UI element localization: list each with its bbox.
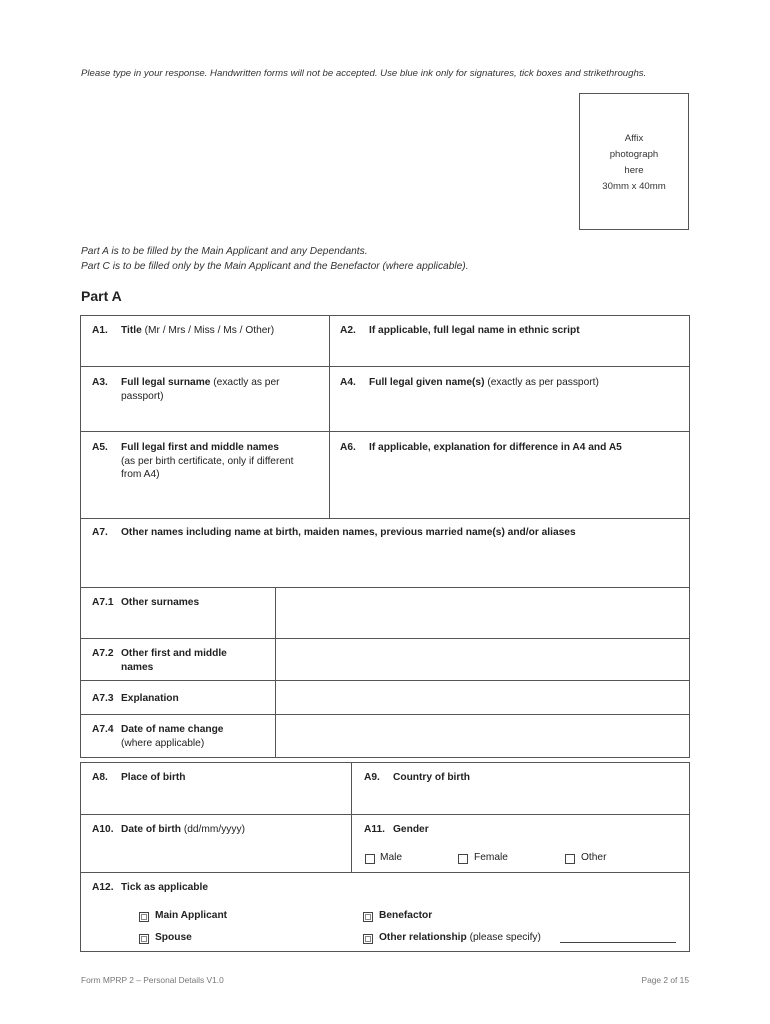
field-a5-hint: (as per birth certificate, only if different from A4) — [121, 455, 294, 480]
field-a7-num: A7. — [92, 527, 108, 538]
field-a12-num: A12. — [92, 882, 114, 893]
field-a3-label: Full legal surname — [121, 377, 211, 388]
field-a3 — [92, 376, 322, 426]
field-a7-2-num: A7.2 — [92, 648, 114, 659]
field-a2-num: A2. — [340, 325, 356, 336]
field-a7-label: Other names including name at birth, maiden names, previous married name(s) and/or aliases — [121, 527, 576, 538]
field-a7-1 — [92, 596, 272, 626]
photo-line-4: 30mm x 40mm — [602, 181, 666, 192]
field-a7-2 — [92, 647, 272, 677]
other-relationship-hint: (please specify) — [466, 932, 541, 943]
gender-female-checkbox[interactable] — [458, 854, 468, 864]
field-a7-4-num: A7.4 — [92, 724, 114, 735]
other-names-input[interactable] — [276, 639, 689, 680]
field-a7-3-label: Explanation — [121, 693, 179, 704]
field-a6-num: A6. — [340, 442, 356, 453]
field-a11-num: A11. — [364, 824, 385, 835]
field-a3-hint: (exactly as per passport) — [121, 377, 280, 402]
field-a11-label: Gender — [393, 824, 429, 835]
benefactor-label: Benefactor — [379, 910, 433, 921]
field-a10-hint: (dd/mm/yyyy) — [181, 824, 245, 835]
footer-form-id: Form MPRP 2 – Personal Details V1.0 — [81, 975, 224, 985]
intro-line-2: Part C is to be filled only by the Main Applicant and the Benefactor (where applicable). — [81, 260, 469, 272]
field-a8-label: Place of birth — [121, 772, 186, 783]
field-a10 — [92, 823, 342, 863]
gender-female-label: Female — [474, 852, 508, 863]
gender-male-checkbox[interactable] — [365, 854, 375, 864]
field-a8 — [92, 771, 342, 811]
field-a4 — [340, 376, 685, 416]
field-a7-3 — [92, 692, 272, 712]
main-applicant-checkbox[interactable] — [139, 912, 149, 922]
field-a6 — [340, 441, 685, 481]
field-a5-num: A5. — [92, 442, 108, 453]
field-a9-label: Country of birth — [393, 772, 470, 783]
spouse-label: Spouse — [155, 932, 192, 943]
intro-line-1: Part A is to be filled by the Main Applicant and any Dependants. — [81, 246, 368, 257]
gender-other-label: Other — [581, 852, 607, 863]
field-a1 — [92, 324, 322, 364]
other-relationship-label — [379, 932, 541, 943]
field-a7-4 — [92, 723, 272, 755]
field-a2 — [340, 324, 685, 364]
header-note: Please type in your response. Handwritten forms will not be accepted. Use blue ink only for signatures, tick boxes and strikethroughs. — [81, 68, 647, 79]
field-a7-4-label: Date of name change — [121, 724, 224, 735]
field-a7-1-num: A7.1 — [92, 597, 114, 608]
intro-text — [81, 245, 469, 274]
field-a1-num: A1. — [92, 325, 108, 336]
other-relationship-text: Other relationship — [379, 932, 467, 943]
field-a7 — [92, 526, 682, 566]
field-a7-3-num: A7.3 — [92, 693, 114, 704]
name-change-date-input[interactable] — [276, 715, 689, 757]
photo-box — [579, 93, 689, 230]
field-a5-label: Full legal first and middle names — [121, 442, 279, 453]
field-a4-label: Full legal given name(s) — [369, 377, 485, 388]
field-a9-num: A9. — [364, 772, 380, 783]
part-title: Part A — [81, 288, 122, 304]
field-a1-label: Title — [121, 325, 142, 336]
field-a4-hint: (exactly as per passport) — [484, 377, 599, 388]
field-a5 — [92, 441, 322, 511]
divider — [80, 366, 690, 367]
divider — [329, 315, 330, 518]
field-a9 — [364, 771, 684, 811]
field-a12 — [92, 881, 392, 901]
field-a7-4-hint: (where applicable) — [121, 737, 205, 749]
field-a6-label: If applicable, explanation for difference in A4 and A5 — [369, 442, 622, 453]
other-relationship-checkbox[interactable] — [363, 934, 373, 944]
field-a8-num: A8. — [92, 772, 108, 783]
explanation-input[interactable] — [276, 681, 689, 714]
field-a4-num: A4. — [340, 377, 356, 388]
divider — [80, 431, 690, 432]
field-a7-2-label: Other first and middle names — [121, 648, 227, 673]
field-a12-label: Tick as applicable — [121, 882, 209, 893]
field-a2-label: If applicable, full legal name in ethnic script — [369, 325, 580, 336]
field-a10-num: A10. — [92, 824, 114, 835]
field-a3-num: A3. — [92, 377, 108, 388]
photo-line-3: here — [624, 165, 644, 176]
divider — [80, 872, 690, 873]
divider — [80, 814, 690, 815]
other-relationship-input[interactable] — [560, 930, 676, 943]
photo-line-2: photograph — [609, 149, 659, 160]
main-applicant-label: Main Applicant — [155, 910, 228, 921]
footer-page-number: Page 2 of 15 — [641, 975, 689, 985]
gender-male-label: Male — [380, 852, 403, 863]
other-surnames-input[interactable] — [276, 588, 689, 638]
divider — [351, 762, 352, 872]
field-a1-hint: (Mr / Mrs / Miss / Ms / Other) — [141, 325, 275, 336]
field-a7-1-label: Other surnames — [121, 597, 200, 608]
divider — [80, 518, 690, 519]
photo-line-1: Affix — [624, 133, 644, 144]
gender-other-checkbox[interactable] — [565, 854, 575, 864]
field-a10-label: Date of birth — [121, 824, 181, 835]
field-a11 — [364, 823, 684, 843]
spouse-checkbox[interactable] — [139, 934, 149, 944]
benefactor-checkbox[interactable] — [363, 912, 373, 922]
